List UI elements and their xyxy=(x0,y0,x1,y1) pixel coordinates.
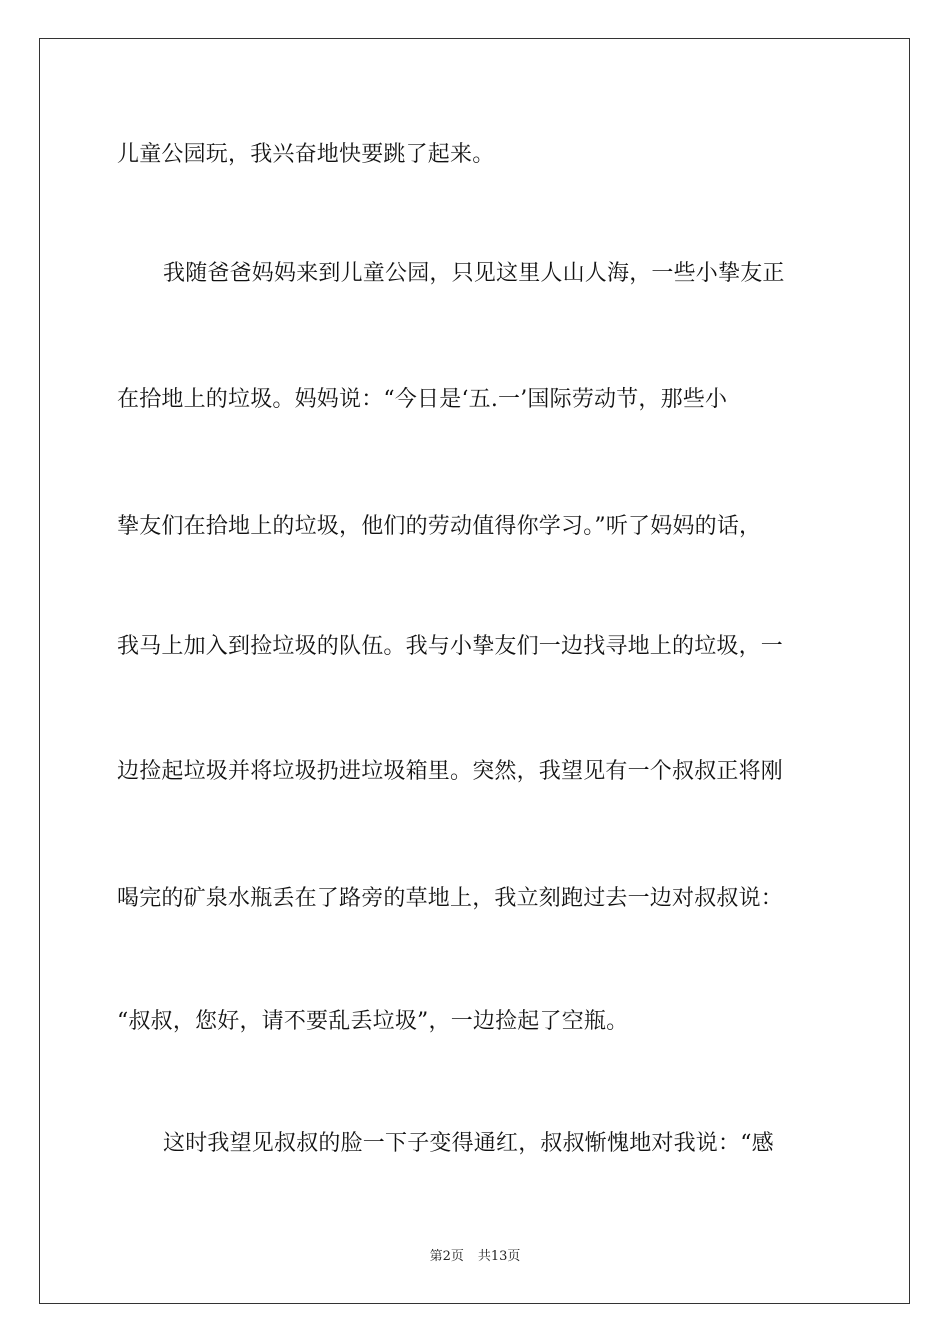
text-line-9: 这时我望见叔叔的脸一下子变得通红，叔叔惭愧地对我说：“感 xyxy=(163,1131,774,1156)
text-line-2: 我随爸爸妈妈来到儿童公园，只见这里人山人海，一些小挚友正 xyxy=(163,261,785,286)
page-footer xyxy=(0,1248,950,1266)
page-number: 第2页 xyxy=(429,1249,464,1264)
text-line-8: “叔叔，您好，请不要乱丢垃圾”，一边捡起了空瓶。 xyxy=(117,1009,629,1034)
text-line-6: 边捡起垃圾并将垃圾扔进垃圾箱里。突然，我望见有一个叔叔正将刚 xyxy=(117,759,784,784)
page-frame xyxy=(39,38,910,1304)
text-line-1: 儿童公园玩，我兴奋地快要跳了起来。 xyxy=(117,142,495,167)
text-line-7: 喝完的矿泉水瓶丢在了路旁的草地上，我立刻跑过去一边对叔叔说： xyxy=(117,886,784,911)
text-line-4: 挚友们在拾地上的垃圾，他们的劳动值得你学习。”听了妈妈的话， xyxy=(117,514,762,539)
text-line-5: 我马上加入到捡垃圾的队伍。我与小挚友们一边找寻地上的垃圾，一 xyxy=(117,634,784,659)
page-total: 共13页 xyxy=(477,1249,521,1264)
text-line-3: 在拾地上的垃圾。妈妈说：“今日是‘五.一’国际劳动节，那些小 xyxy=(117,387,728,412)
